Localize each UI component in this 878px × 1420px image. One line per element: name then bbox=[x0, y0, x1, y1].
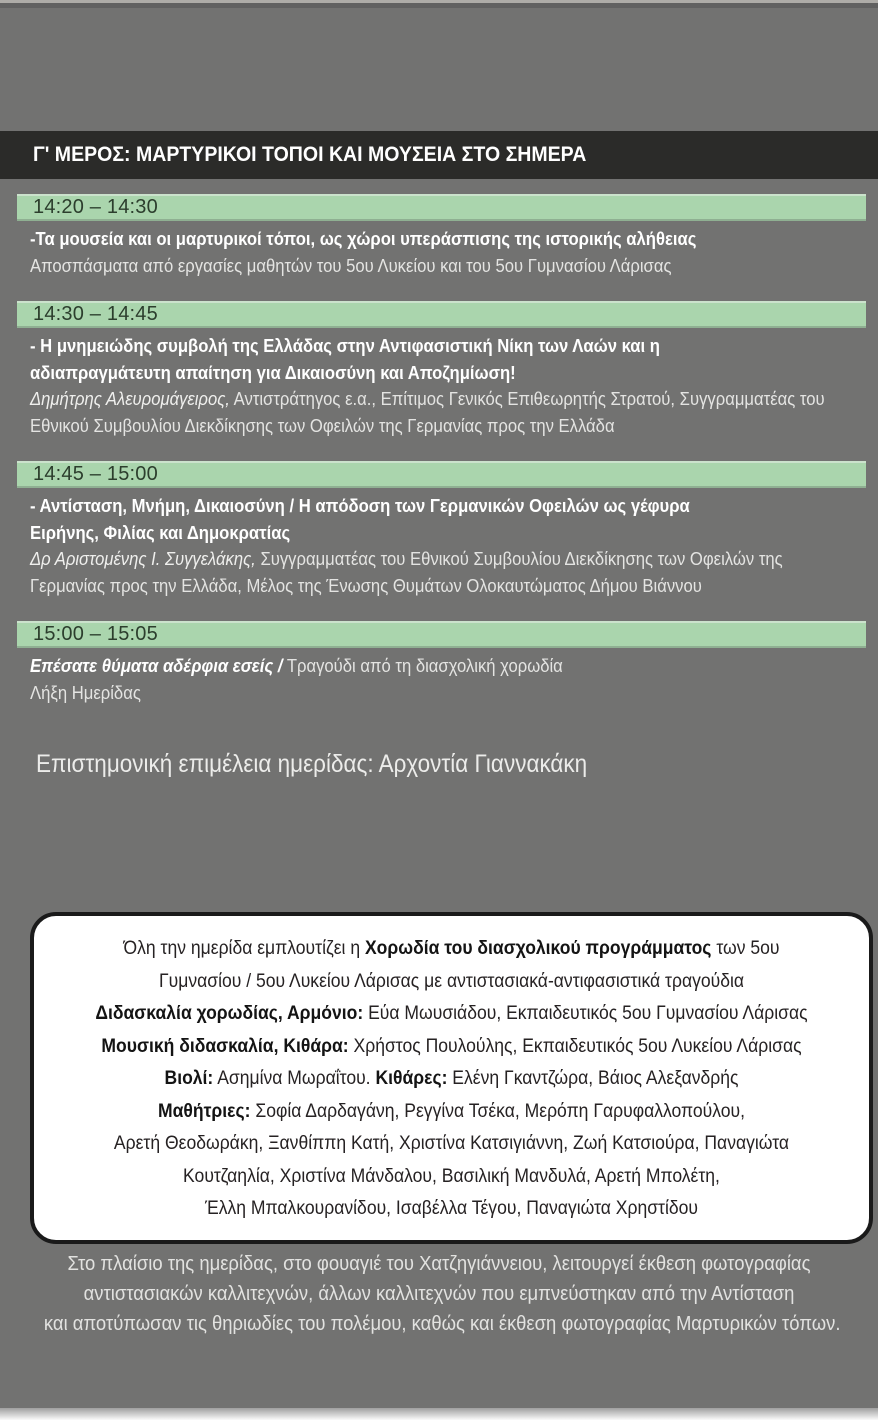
text-segment: Ελένη Γκαντζώρα, Βάιος Αλεξανδρής bbox=[447, 1067, 739, 1089]
text-segment: Χρήστος Πουλούλης, Εκπαιδευτικός 5ου Λυκείου Λάρισας bbox=[348, 1034, 802, 1057]
text-segment: Έλλη Μπαλκουρανίδου, Ισαβέλλα Τέγου, Παναγιώτα Χρηστίδου bbox=[204, 1197, 699, 1219]
text-segment: Όλη την ημερίδα εμπλουτίζει η bbox=[123, 937, 365, 959]
session-line bbox=[30, 333, 766, 360]
bottom-edge-strip bbox=[0, 1408, 878, 1420]
session-line bbox=[30, 680, 766, 707]
text-segment: -Τα μουσεία και οι μαρτυρικοί τόποι, ως χώροι υπεράσπισης της ιστορικής αλήθειας bbox=[30, 228, 697, 249]
exhibition-line: αντιστασιακών καλλιτεχνών, άλλων καλλιτεχνών που εμπνεύστηκαν από την Αντίσταση bbox=[83, 1282, 795, 1305]
text-segment: Ασημίνα Μωραΐτου. bbox=[213, 1067, 376, 1089]
text-segment: Κουτζαηλία, Χριστίνα Μάνδαλου, Βασιλική Μανδυλά, Αρετή Μπολέτη, bbox=[183, 1164, 720, 1187]
text-segment: Δρ Αριστομένης Ι. Συγγελάκης, bbox=[30, 548, 256, 569]
choir-info-lines bbox=[42, 932, 861, 1225]
text-segment: Εθνικού Συμβουλίου Διεκδίκησης των Οφειλών της Γερμανίας προς την Ελλάδα bbox=[30, 414, 615, 436]
session-line bbox=[30, 493, 766, 520]
text-segment: Εύα Μωυσιάδου, Εκπαιδευτικός 5ου Γυμνασίου Λάρισας bbox=[363, 1002, 808, 1024]
choir-line bbox=[83, 1095, 820, 1128]
choir-line bbox=[83, 965, 820, 998]
choir-line bbox=[83, 1160, 820, 1193]
text-segment: Δημήτρης Αλευρομάγειρος, bbox=[30, 388, 230, 409]
exhibition-line: Στο πλαίσιο της ημερίδας, στο φουαγιέ του Χατζηγιάννειου, λειτουργεί έκθεση φωτογραφίας bbox=[67, 1252, 811, 1275]
text-segment: αδιαπραγμάτευτη απαίτηση για Δικαιοσύνη και Αποζημίωση! bbox=[30, 361, 516, 383]
session-time-bar: 14:20 – 14:30 bbox=[17, 194, 866, 221]
session-block bbox=[0, 621, 878, 706]
session-block bbox=[0, 194, 878, 279]
session-body bbox=[30, 653, 848, 706]
text-segment: Διδασκαλία χορωδίας, Αρμόνιο: bbox=[95, 1002, 364, 1024]
session-line bbox=[30, 360, 766, 387]
session-block bbox=[0, 301, 878, 439]
session-line bbox=[30, 386, 825, 413]
text-segment: Αντιστράτηγος ε.α., Επίτιμος Γενικός Επιθεωρητής Στρατού, Συγγραμματέας του bbox=[229, 388, 825, 409]
session-line bbox=[30, 653, 766, 680]
choir-line bbox=[83, 1127, 820, 1160]
program-sessions bbox=[0, 194, 878, 706]
session-line bbox=[30, 573, 766, 600]
text-segment: Κιθάρες: bbox=[375, 1067, 448, 1089]
choir-line bbox=[83, 1030, 820, 1063]
curation-note: Επιστημονική επιμέλεια ημερίδας: Αρχοντία Γιαννακάκη bbox=[36, 750, 588, 778]
choir-line bbox=[83, 1192, 820, 1225]
text-segment: Βιολί: bbox=[164, 1067, 214, 1089]
session-line bbox=[30, 413, 766, 440]
session-line bbox=[30, 520, 766, 547]
session-line bbox=[30, 226, 766, 253]
session-block bbox=[0, 461, 878, 599]
session-body bbox=[30, 493, 848, 599]
session-body bbox=[30, 333, 848, 439]
text-segment: Αρετή Θεοδωράκη, Ξανθίππη Κατή, Χριστίνα Κατσιγιάννη, Ζωή Κατσιούρα, Παναγιώτα bbox=[113, 1132, 790, 1154]
text-segment: Λήξη Ημερίδας bbox=[30, 681, 141, 703]
session-line bbox=[30, 253, 766, 280]
session-line bbox=[30, 546, 783, 573]
part-header-title: Γ' ΜΕΡΟΣ: ΜΑΡΤΥΡΙΚΟΙ ΤΟΠΟΙ ΚΑΙ ΜΟΥΣΕΙΑ ΣΤΟ ΣΗΜΕΡΑ bbox=[33, 143, 587, 166]
top-edge-dark-strip bbox=[0, 3, 878, 8]
text-segment: Συγγραμματέας του Εθνικού Συμβουλίου Διεκδίκησης των Οφειλών της bbox=[255, 548, 783, 569]
text-segment: Γερμανίας προς την Ελλάδα, Μέλος της Ένωσης Θυμάτων Ολοκαυτώματος Δήμου Βιάννου bbox=[30, 574, 702, 596]
text-segment: - Αντίσταση, Μνήμη, Δικαιοσύνη / Η απόδοση των Γερμανικών Οφειλών ως γέφυρα bbox=[30, 495, 690, 516]
exhibition-line: και αποτύπωσαν τις θηριωδίες του πολέμου, καθώς και έκθεση φωτογραφίας Μαρτυρικών τόπων. bbox=[43, 1312, 841, 1335]
text-segment: Ειρήνης, Φιλίας και Δημοκρατίας bbox=[30, 521, 291, 543]
text-segment: Τραγούδι από τη διασχολική χορωδία bbox=[282, 655, 563, 676]
choir-info-box bbox=[30, 912, 873, 1244]
part-header-bar bbox=[0, 131, 878, 179]
text-segment: Γυμνασίου / 5ου Λυκείου Λάρισας με αντιστασιακά-αντιφασιστικά τραγούδια bbox=[158, 969, 745, 992]
session-time-bar: 14:30 – 14:45 bbox=[17, 301, 866, 328]
exhibition-note-lines bbox=[0, 1249, 878, 1339]
text-segment: Σοφία Δαρδαγάνη, Ρεγγίνα Τσέκα, Μερόπη Γαρυφαλλοπούλου, bbox=[250, 1099, 745, 1122]
text-segment: Μουσική διδασκαλία, Κιθάρα: bbox=[101, 1034, 349, 1057]
text-segment: Χορωδία του διασχολικού προγράμματος bbox=[364, 937, 712, 959]
choir-line bbox=[83, 932, 820, 965]
exhibition-note bbox=[0, 1249, 878, 1339]
choir-line bbox=[83, 997, 820, 1030]
text-segment: των 5ου bbox=[711, 937, 780, 959]
choir-line bbox=[83, 1062, 820, 1095]
text-segment: Αποσπάσματα από εργασίες μαθητών του 5ου Λυκείου και του 5ου Γυμνασίου Λάρισας bbox=[30, 254, 672, 276]
session-body bbox=[30, 226, 848, 279]
text-segment: Επέσατε θύματα αδέρφια εσείς / bbox=[30, 655, 283, 676]
session-time-bar: 15:00 – 15:05 bbox=[17, 621, 866, 648]
session-time-bar: 14:45 – 15:00 bbox=[17, 461, 866, 488]
text-segment: - Η μνημειώδης συμβολή της Ελλάδας στην Αντιφασιστική Νίκη των Λαών και η bbox=[30, 335, 660, 356]
text-segment: Μαθήτριες: bbox=[157, 1099, 251, 1122]
